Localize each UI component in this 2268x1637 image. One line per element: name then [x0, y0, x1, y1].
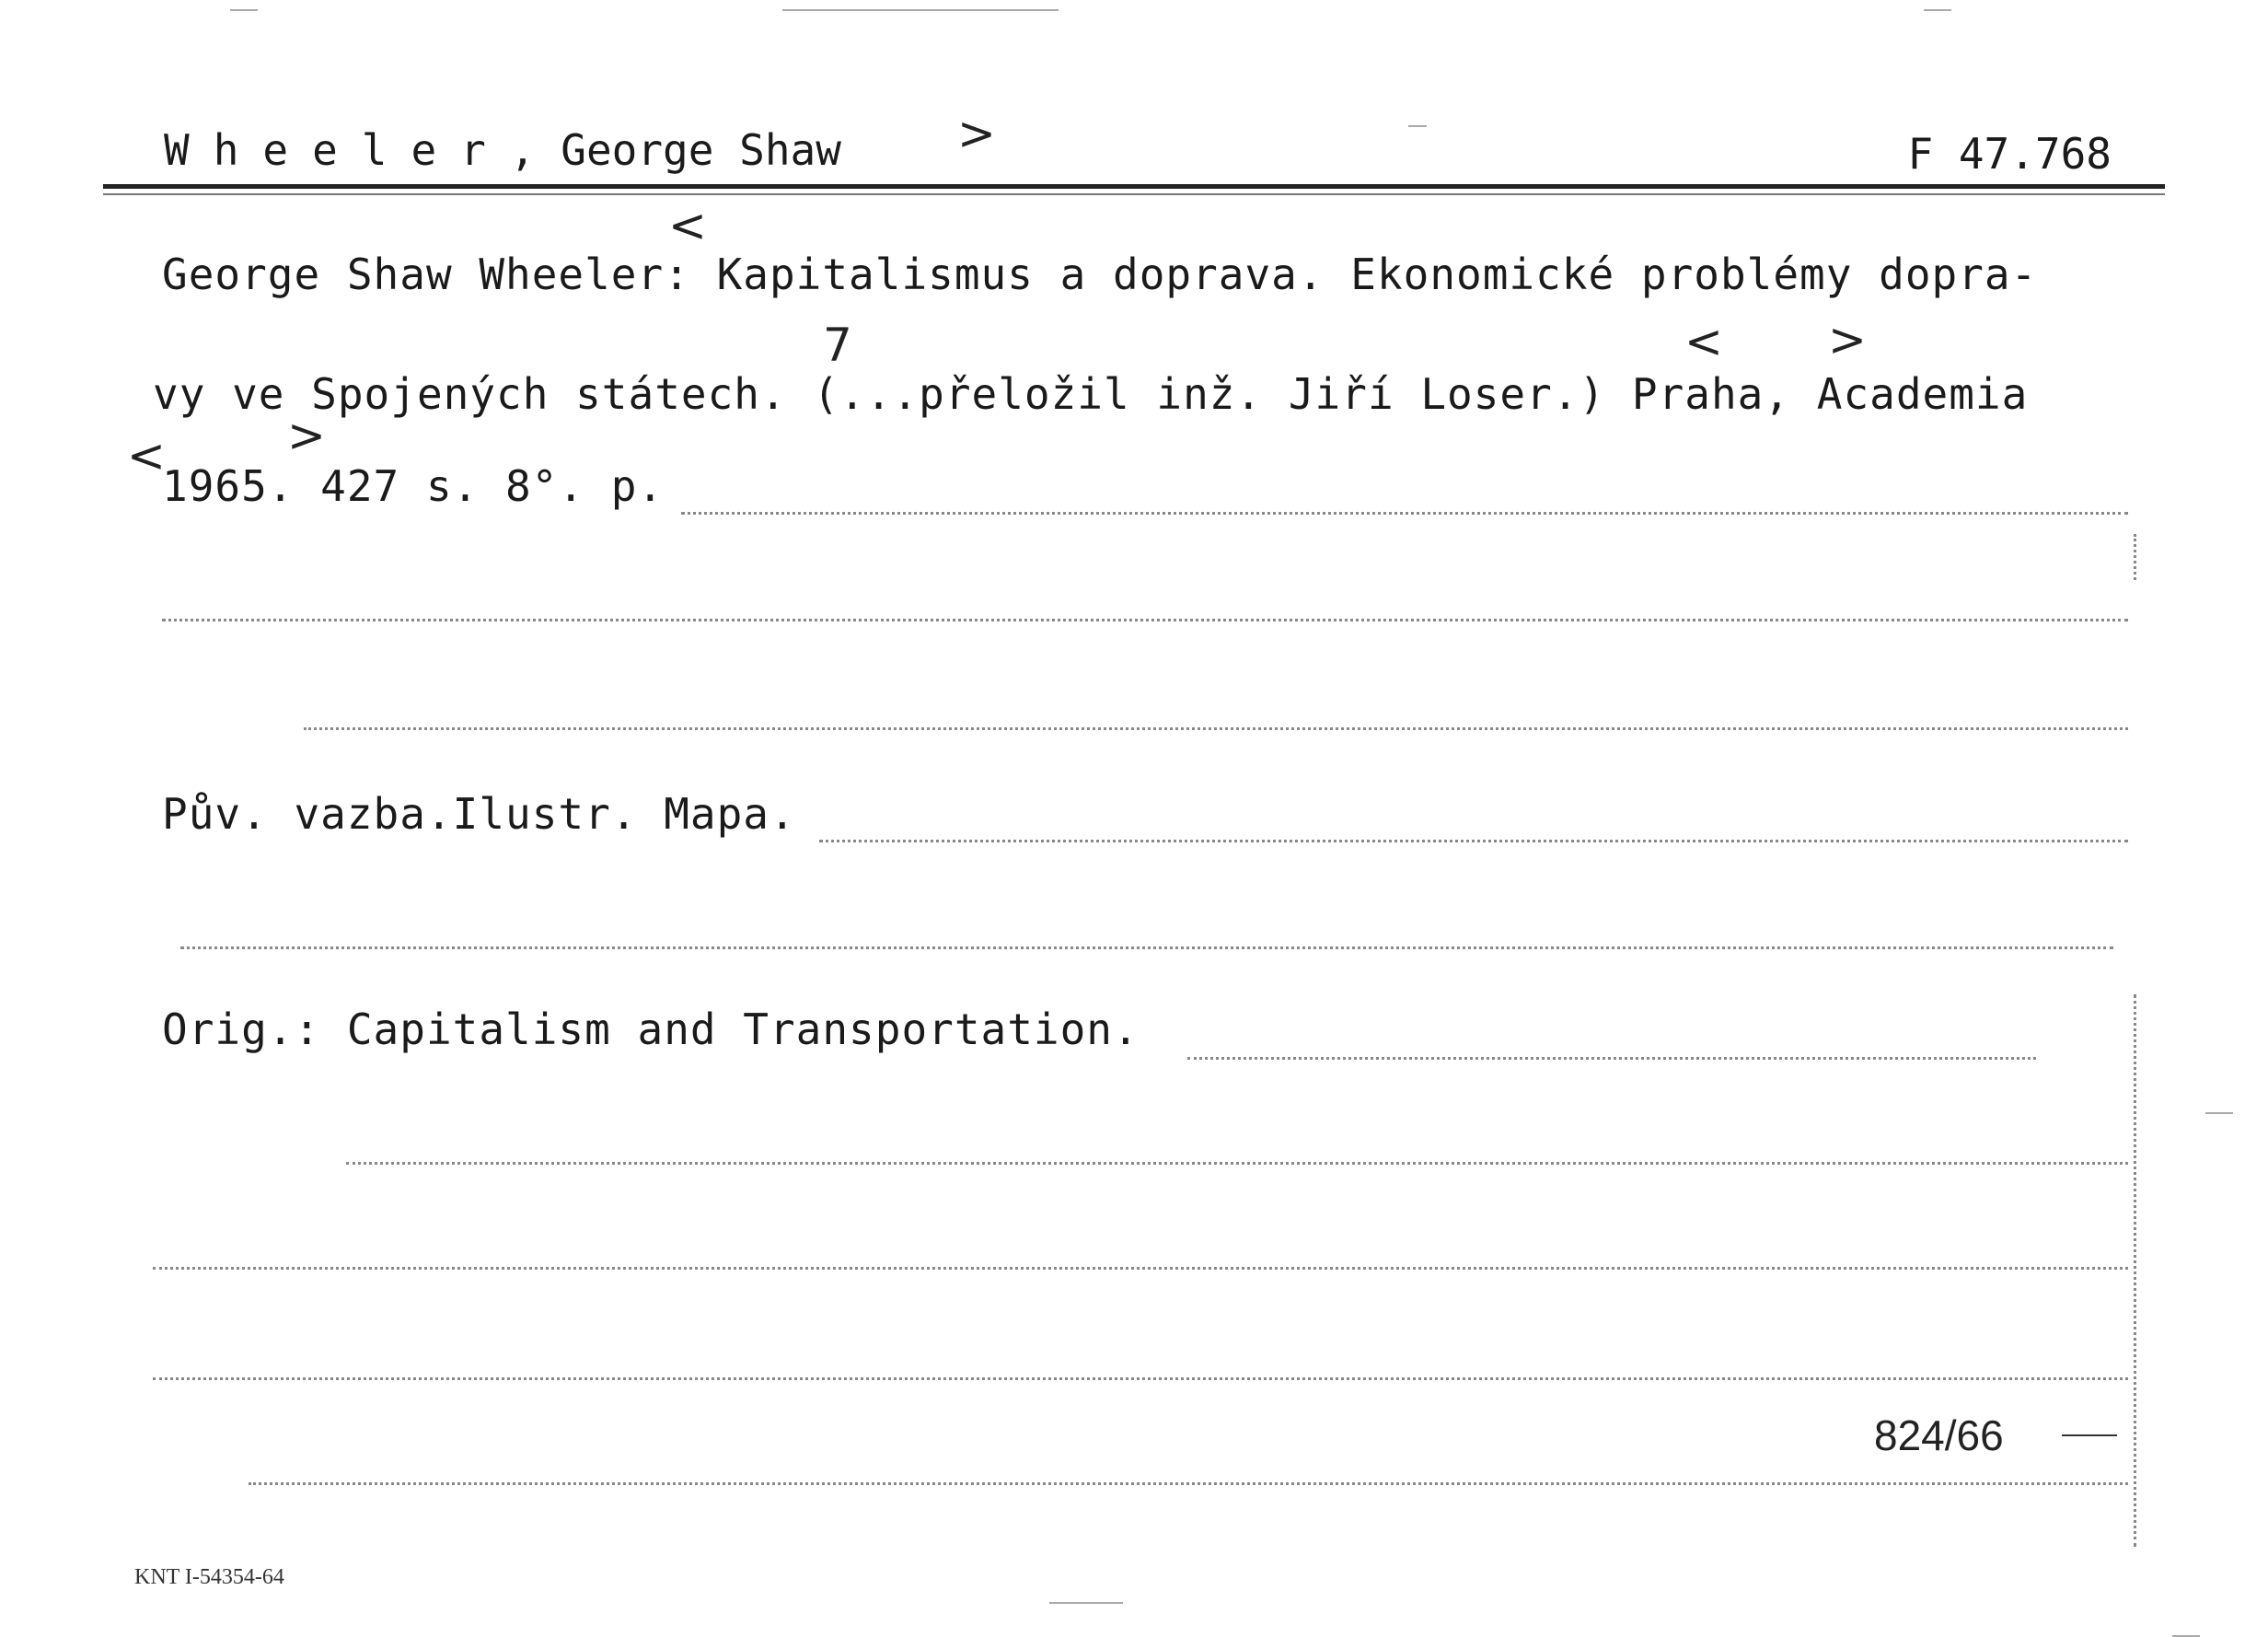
- mark-greater-3: >: [287, 409, 326, 462]
- margin-tick: [2134, 994, 2136, 1547]
- dotted-line: [1187, 1057, 2036, 1060]
- author-forename: , George Shaw: [509, 125, 841, 175]
- call-number: F 47.768: [1907, 129, 2112, 179]
- margin-tick: [2134, 534, 2136, 580]
- dotted-line: [180, 946, 2113, 949]
- dotted-line: [346, 1162, 2128, 1165]
- mark-greater: >: [957, 107, 996, 160]
- heading-author: [164, 125, 841, 175]
- scan-speck: [230, 9, 258, 11]
- body-line-3: 1965. 427 s. 8°. p.: [162, 461, 665, 511]
- mark-less: <: [668, 199, 707, 252]
- mark-seven: 7: [823, 319, 852, 372]
- dotted-line: [162, 619, 2128, 621]
- dotted-line: [819, 840, 2128, 842]
- mark-less-3: <: [127, 429, 166, 482]
- scan-speck: [782, 9, 1059, 11]
- dotted-line: [304, 727, 2128, 730]
- body-line-2: vy ve Spojených státech. (...přeložil inž. Jiří Loser.) Praha, Academia: [153, 369, 2029, 419]
- dotted-line: [249, 1482, 2128, 1485]
- scan-speck: [1924, 9, 1951, 11]
- printer-stamp: KNT I-54354-64: [134, 1565, 284, 1589]
- scan-speck: [1408, 125, 1427, 127]
- dotted-line: [153, 1267, 2128, 1270]
- heading-rule-thin: [103, 193, 2165, 195]
- scan-speck: [1049, 1602, 1123, 1604]
- dotted-line: [153, 1377, 2128, 1380]
- author-surname: Wheeler: [164, 125, 510, 175]
- dotted-line: [681, 512, 2128, 515]
- mark-less-2: <: [1684, 315, 1723, 368]
- body-line-4: Pův. vazba.Ilustr. Mapa.: [162, 789, 796, 839]
- scan-speck: [2205, 1112, 2233, 1114]
- heading-rule: [103, 184, 2165, 189]
- accession-number: 824/66: [1874, 1411, 2004, 1459]
- body-line-5: Orig.: Capitalism and Transportation.: [162, 1004, 1140, 1054]
- mark-greater-2: >: [1828, 313, 1867, 366]
- accession-stroke: [2062, 1434, 2117, 1436]
- body-line-1: George Shaw Wheeler: Kapitalismus a doprava. Ekonomické problémy dopra-: [162, 250, 2038, 299]
